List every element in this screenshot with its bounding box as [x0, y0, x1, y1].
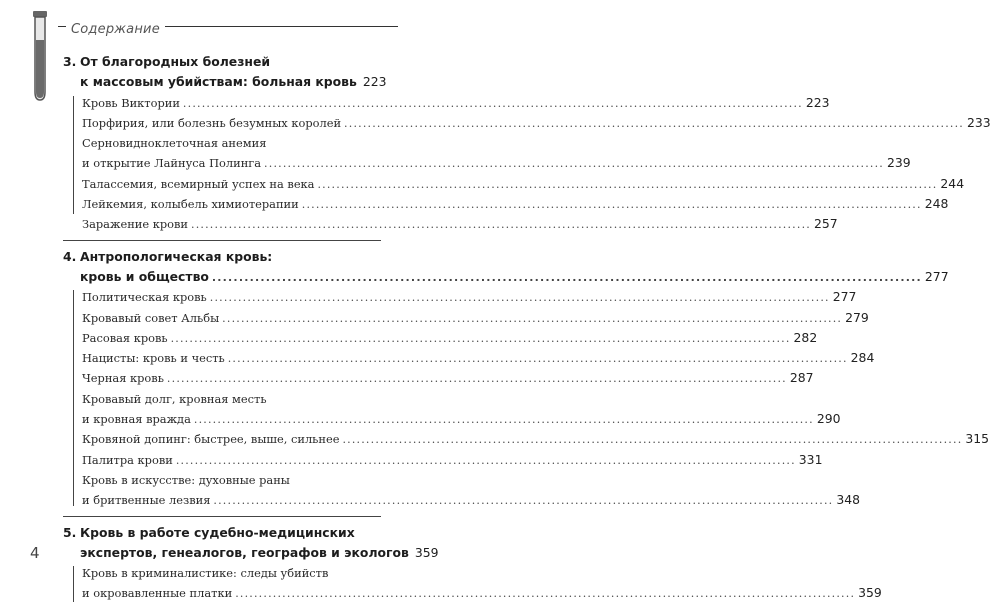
toc-item[interactable]: Расовая кровь ..... 282 [63, 328, 381, 348]
toc-section-5 [63, 523, 882, 604]
section-bar [73, 566, 74, 602]
section-page: 223 [362, 74, 387, 90]
section-title-line1: 3. От благородных болезней [63, 52, 381, 72]
toc-item-line1[interactable]: Кровь в криминалистике: следы убийств [82, 566, 329, 581]
toc-item[interactable]: Лейкемия, колыбель химиотерапии ..... 248 [63, 194, 381, 214]
toc-section-3 [63, 52, 991, 235]
page-header-title: Содержание [66, 22, 165, 37]
test-tube-icon [31, 10, 49, 102]
section-number: 5. [63, 524, 77, 540]
section-number: 3. [63, 54, 77, 69]
table-of-contents [63, 52, 991, 604]
toc-item-line2[interactable]: и открытие Лайнуса Полинга ..... 239 [63, 153, 381, 173]
section-title-line2: к массовым убийствам: больная кровь 223 [63, 72, 381, 92]
toc-item-line2[interactable]: и бритвенные лезвия ..... 348 [63, 490, 381, 510]
page-number: 4 [30, 544, 40, 562]
section-divider [63, 240, 381, 241]
section-page: 277 [924, 268, 949, 284]
section-page: 359 [414, 544, 439, 560]
section-bar [73, 290, 74, 506]
toc-item[interactable]: Кровяной допинг: быстрее, выше, сильнее ..... 315 [63, 429, 381, 449]
toc-item-line1[interactable]: Кровавый долг, кровная месть [82, 391, 267, 406]
section-number: 4. [63, 248, 77, 264]
toc-item[interactable]: Порфирия, или болезнь безумных королей ..... 233 [63, 113, 381, 133]
section-divider [63, 516, 381, 517]
toc-item-line1[interactable]: Серновидноклеточная анемия [82, 136, 267, 151]
section-title-line2: экспертов, генеалогов, географов и экологов 359 [63, 543, 381, 563]
toc-item[interactable]: Кровь Виктории ..... 223 [63, 93, 381, 113]
toc-item[interactable]: Талассемия, всемирный успех на века ..... 244 [63, 174, 381, 194]
toc-item[interactable]: Заражение крови ..... 257 [63, 214, 381, 234]
section-title-line2: кровь и общество ..... 277 [63, 267, 381, 287]
toc-section-4 [63, 247, 990, 511]
toc-item[interactable]: Политическая кровь ..... 277 [63, 287, 381, 307]
toc-item[interactable]: Черная кровь ..... 287 [63, 368, 381, 388]
toc-item-line1[interactable]: Кровь в искусстве: духовные раны [82, 472, 290, 487]
toc-item[interactable]: Палитра крови ..... 331 [63, 450, 381, 470]
toc-item[interactable]: Нацисты: кровь и честь ..... 284 [63, 348, 381, 368]
toc-item[interactable]: Кровавый совет Альбы ..... 279 [63, 308, 381, 328]
section-title-line1: 4. Антропологическая кровь: [63, 247, 381, 267]
section-title-line1: 5. Кровь в работе судебно-медицинских [63, 523, 381, 543]
toc-item-line2[interactable]: и кровная вражда ..... 290 [63, 409, 381, 429]
toc-item-line2[interactable]: и окровавленные платки ..... 359 [63, 583, 381, 603]
section-bar [73, 96, 74, 214]
